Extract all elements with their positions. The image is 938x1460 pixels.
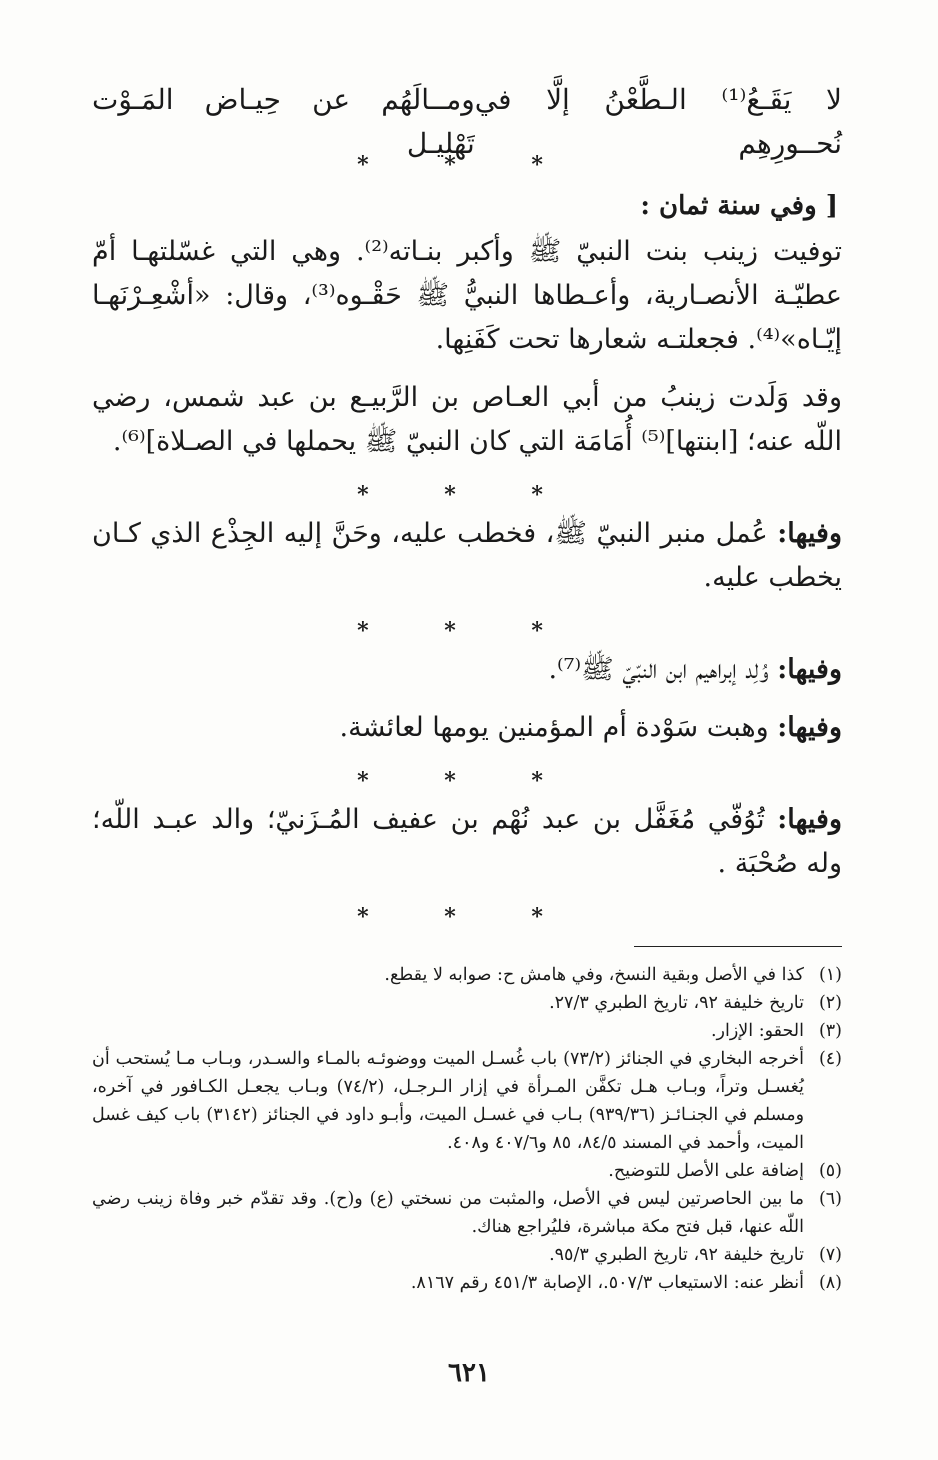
- paragraph-text: عُمل منبر النبيّ ﷺ، فخطب عليه، وحَنَّ إليه الجِذْع الذي كـان يخطب عليه.: [92, 518, 842, 593]
- paragraph-lead: وفيها:: [777, 804, 842, 835]
- paragraph-lead: وفيها:: [777, 518, 842, 549]
- footnote-text: إضافة على الأصل للتوضيح.: [608, 1161, 804, 1181]
- poetry-verse: [92, 83, 842, 160]
- paragraph: [92, 512, 842, 600]
- footnote-text: تاريخ خليفة ٩٢، تاريخ الطبري ٩٥/٣.: [549, 1245, 804, 1265]
- footnote-text: ما بين الحاصرتين ليس في الأصل، والمثبت من نسختي (ع) و(ح). وقد تقدّم خبر وفاة زينب رضي اللّه عنها، قبل فتح مكة مباشرة، فليُراجع هناك.: [92, 1189, 804, 1237]
- paragraph: [92, 376, 842, 464]
- footnote: [92, 1185, 842, 1241]
- paragraph: [92, 798, 842, 886]
- footnote-number: (٨): [818, 1273, 842, 1293]
- separator-stars: * * *: [357, 904, 577, 930]
- separator-stars: * * *: [357, 482, 577, 508]
- footnote: [92, 989, 842, 1017]
- footnote: [92, 961, 842, 989]
- footnote-text: أخرجه البخاري في الجنائز (٧٣/٢) باب غُسـل الميت ووضوئـه بالمـاء والسـدر، وبـاب مـا يُستحب أن يُغسـل وتراً، وبـاب هـل تكفَّن المـرأة في إزار الـرجـل، (٧٤/٢) وبـاب يجعـل الكـافور في آخره، ومسلم في الجنـائـز (٩٣٩/٣٦) بـاب في غسـل الميت، وأبـو داود في الجنائز (٣١٤٢) باب كيف غسل الميت، وأحمد في المسند ٨٤/٥، ٨٥ و٤٠٧/٦ و٤٠٨.: [92, 1049, 805, 1153]
- section-heading: [ وفي سنة ثمان :: [640, 191, 838, 221]
- paragraph-lead: وفيها:: [777, 654, 842, 685]
- separator-stars: * * *: [357, 768, 577, 794]
- footnotes: [92, 961, 842, 1297]
- verse-second-hemistich: ومــالَهُم عن حِيـاض المَـوْت تَهْليـل: [92, 83, 475, 160]
- footnote-number: (٣): [818, 1021, 842, 1041]
- paragraph-text: وهبت سَوْدة أم المؤمنين يومها لعائشة.: [339, 712, 769, 743]
- footnote: [92, 1241, 842, 1269]
- paragraph: [92, 706, 842, 750]
- paragraph-text: تُوُفّي مُغَفَّل بن عبد نُهْم بن عفيف المُـزَنيّ؛ والد عبـد اللّه؛ وله صُحْبَة .: [92, 804, 842, 879]
- footnote-number: (١): [818, 965, 842, 985]
- paragraph-text: وُلِد إبراهيم ابن النبّيّ ﷺ⁽⁷⁾.: [548, 654, 769, 685]
- page-number: ٦٢١: [448, 1358, 490, 1388]
- footnote-number: (٥): [818, 1161, 842, 1181]
- footnote: [92, 1269, 842, 1297]
- footnote-number: (٤): [818, 1049, 842, 1069]
- paragraph-lead: وفيها:: [777, 712, 842, 743]
- footnote: [92, 1045, 842, 1157]
- footnote-number: (٧): [818, 1245, 842, 1265]
- footnote-text: الحقو: الإزار.: [710, 1021, 804, 1041]
- footnote-number: (٦): [818, 1189, 842, 1209]
- paragraph-text: توفيت زينب بنت النبيّ ﷺ وأكبر بنـاته⁽²⁾. وهي التي غسّلتهـا أمّ عطيّـة الأنصـارية، وأعـطاها النبيُّ ﷺ حَقْـوه⁽³⁾، وقال: «أشْعِـرْنَهـا إيّـاه»⁽⁴⁾. فجعلتـه شعارها تحت كَفَنِها.: [92, 236, 842, 355]
- footnote-divider-wrap: [92, 946, 842, 947]
- footnote-number: (٢): [818, 993, 842, 1013]
- main-text: [92, 83, 842, 934]
- verse-first-hemistich: لا يَقَـعُ⁽¹⁾ الـطَّعْنُ إلَّا في نُحــورِهِم: [474, 83, 842, 160]
- footnote-text: أنظر عنه: الاستيعاب ٥٠٧/٣.، الإصابة ٤٥١/٣ رقم ٨١٦٧.: [410, 1273, 804, 1293]
- document-page: [0, 83, 938, 1460]
- footnote-text: تاريخ خليفة ٩٢، تاريخ الطبري ٢٧/٣.: [549, 993, 804, 1013]
- paragraph: [92, 230, 842, 362]
- footnote: [92, 1017, 842, 1045]
- footnote-text: كذا في الأصل وبقية النسخ، وفي هامش ح: صوابه لا يقطع.: [384, 965, 804, 985]
- separator-stars: * * *: [357, 618, 577, 644]
- paragraph: [92, 648, 842, 692]
- footnote-divider: [634, 946, 842, 947]
- paragraph-text: وقد وَلَدت زينبُ من أبي العـاص بن الرَّبيـع بن عبد شمس، رضي اللّه عنه؛ [ابنتها]⁽⁵⁾ أُمَامَة التي كان النبيّ ﷺ يحملها في الصـلاة]⁽⁶⁾.: [92, 382, 842, 457]
- footnote: [92, 1157, 842, 1185]
- separator-stars: * * *: [357, 152, 577, 178]
